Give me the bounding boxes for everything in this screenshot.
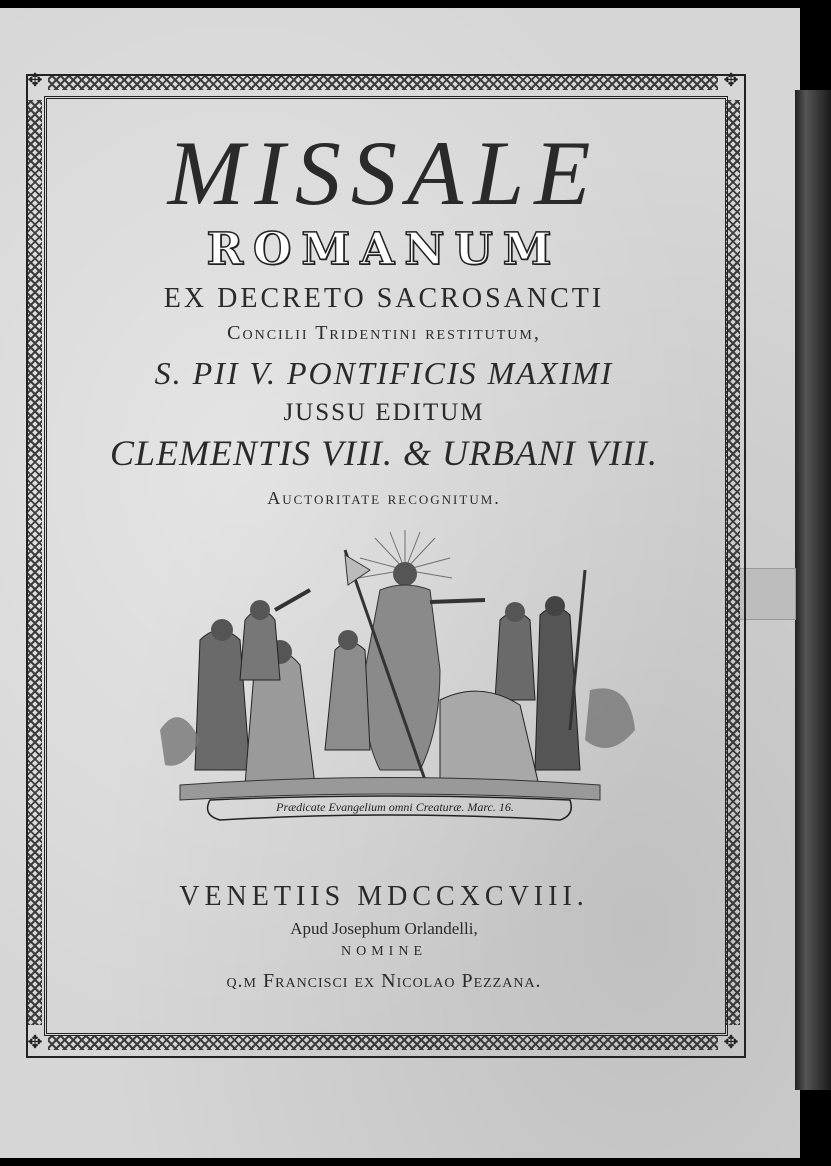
title-line-1: EX DECRETO SACROSANCTI: [163, 283, 605, 314]
bookmark-tab: [738, 568, 796, 620]
imprint-nomine: NOMINE: [341, 944, 427, 959]
imprint-place-year: VENETIIS MDCCXCVIII.: [179, 881, 589, 912]
ornament-band-right: [726, 100, 740, 1025]
book-subtitle: ROMANUM: [206, 224, 562, 275]
imprint-printer: Apud Josephum Orlandelli,: [290, 919, 478, 938]
corner-ornament-icon: ✥: [723, 70, 739, 91]
title-line-6: Auctoritate recognitum.: [267, 488, 501, 508]
corner-ornament-icon: ✥: [27, 70, 43, 91]
book-title: MISSALE: [167, 122, 601, 224]
title-line-4: JUSSU EDITUM: [283, 399, 485, 426]
book-edge: [795, 90, 831, 1090]
ornament-band-top: [48, 76, 718, 90]
title-line-5: CLEMENTIS VIII. & URBANI VIII.: [110, 433, 658, 473]
corner-ornament-icon: ✥: [723, 1032, 739, 1053]
imprint-heirs: q.m Francisci ex Nicolao Pezzana.: [226, 970, 542, 992]
resurrection-engraving: [140, 530, 640, 840]
title-line-2: Concilii Tridentini restitutum,: [227, 322, 541, 344]
title-line-3: S. PII V. PONTIFICIS MAXIMI: [154, 355, 614, 391]
ornament-band-left: [28, 100, 42, 1025]
engraving-caption: Prædicate Evangelium omni Creaturæ. Marc. 16.: [276, 800, 514, 814]
corner-ornament-icon: ✥: [27, 1032, 43, 1053]
ornament-band-bottom: [48, 1036, 718, 1050]
